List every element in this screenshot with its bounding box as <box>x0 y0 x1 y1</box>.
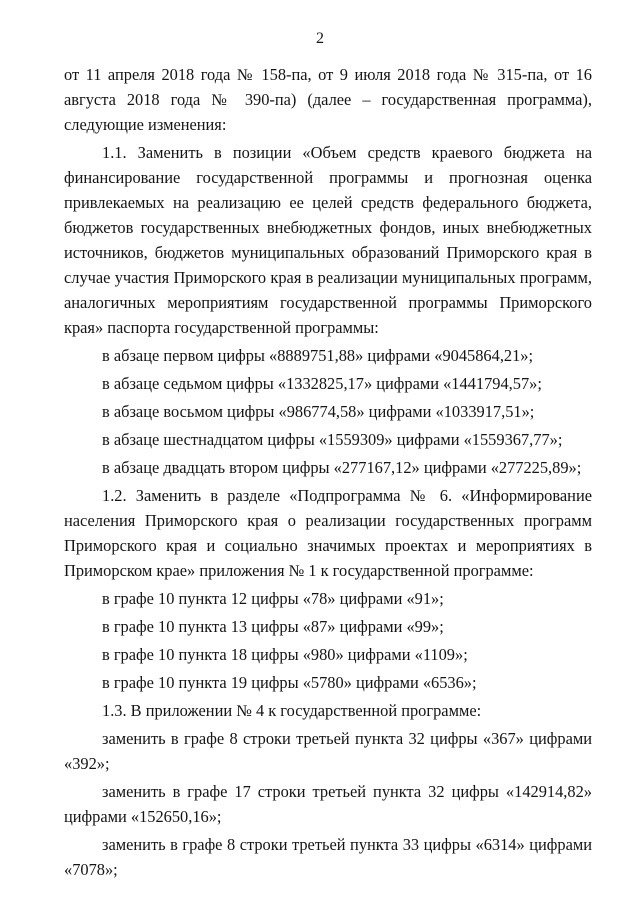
paragraph-1-2-items <box>64 586 592 695</box>
list-item: в абзаце двадцать втором цифры «277167,12» цифрами «277225,89»; <box>102 458 582 477</box>
paragraph-1-1: 1.1. Заменить в позиции «Объем средств краевого бюджета на финансирование государственной программы и прогнозная оценка привлекаемых на реализацию ее целей средств федерального бюджета, бюджетов государственных внебюджетных фондов, иных внебюджетных источников, бюджетов муниципальных образований Приморского края в случае участия Приморского края в реализации муниципальных программ, аналогичных мероприятиям государственной программы Приморского края» паспорта государственной программы: <box>64 143 592 337</box>
paragraph-1-1-items <box>64 343 592 480</box>
list-item: в графе 10 пункта 18 цифры «980» цифрами «1109»; <box>102 645 468 664</box>
list-item: заменить в графе 8 строки третьей пункта 32 цифры «367» цифрами «392»; <box>64 729 592 773</box>
list-item: в абзаце шестнадцатом цифры «1559309» цифрами «1559367,77»; <box>102 430 563 449</box>
list-item: в абзаце седьмом цифры «1332825,17» цифрами «1441794,57»; <box>102 374 542 393</box>
list-item: в графе 10 пункта 13 цифры «87» цифрами «99»; <box>102 617 444 636</box>
list-item: в графе 10 пункта 19 цифры «5780» цифрами «6536»; <box>102 673 477 692</box>
intro-paragraph: от 11 апреля 2018 года № 158-па, от 9 июля 2018 года № 315-па, от 16 августа 2018 года № 390-па) (далее – государственная программа), следующие изменения: <box>64 65 592 134</box>
paragraph-1-3-items <box>64 726 592 882</box>
list-item: в абзаце восьмом цифры «986774,58» цифрами «1033917,51»; <box>102 402 535 421</box>
paragraph-1-2: 1.2. Заменить в разделе «Подпрограмма № 6. «Информирование населения Приморского края о реализации государственных программ Приморского края и социально значимых проектах и мероприятиях в Приморском крае» приложения № 1 к государственной программе: <box>64 486 592 580</box>
document-body <box>64 62 592 882</box>
list-item: заменить в графе 8 строки третьей пункта 33 цифры «6314» цифрами «7078»; <box>64 835 592 879</box>
list-item: в графе 10 пункта 12 цифры «78» цифрами «91»; <box>102 589 444 608</box>
page-number: 2 <box>316 30 324 47</box>
list-item: заменить в графе 17 строки третьей пункта 32 цифры «142914,82» цифрами «152650,16»; <box>64 782 592 826</box>
paragraph-1-3: 1.3. В приложении № 4 к государственной программе: <box>102 701 482 720</box>
list-item: в абзаце первом цифры «8889751,88» цифрами «9045864,21»; <box>102 346 534 365</box>
